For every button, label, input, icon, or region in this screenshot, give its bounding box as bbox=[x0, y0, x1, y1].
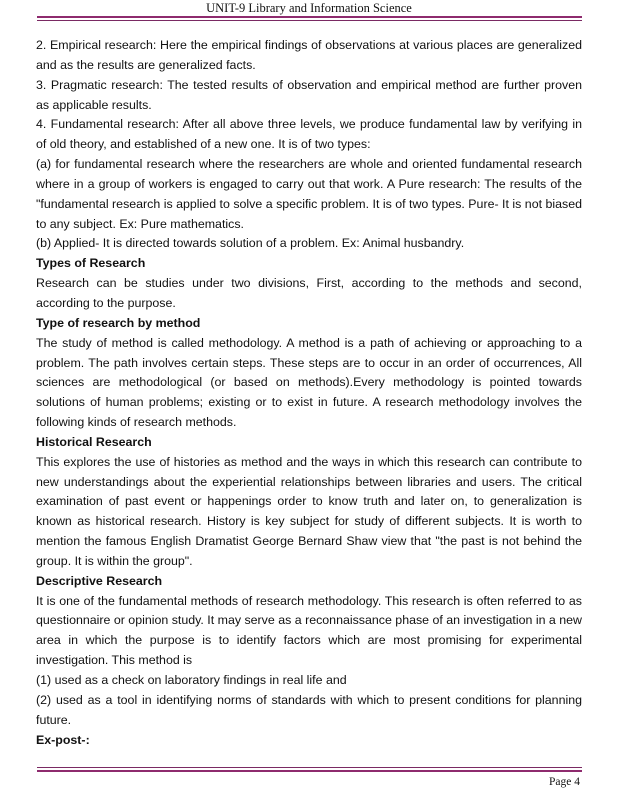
footer-rule-thick bbox=[37, 770, 582, 772]
running-header-title: UNIT-9 Library and Information Science bbox=[206, 1, 412, 15]
list-item-2: (2) used as a tool in identifying norms of standards with which to present conditions for planning future. bbox=[36, 692, 582, 727]
header-rule-thick bbox=[37, 16, 582, 18]
paragraph-pure-research: (a) for fundamental research where the researchers are whole and oriented fundamental research where in a group of workers is engaged to carry out that work. A Pure research: The results of the "fundamental research is applied to solve a specific problem. It is of two types. Pure- It is not biased to any subject. Ex: Pure mathematics. bbox=[36, 157, 582, 231]
paragraph-applied-research: (b) Applied- It is directed towards solution of a problem. Ex: Animal husbandry. bbox=[36, 236, 465, 251]
page-number: Page 4 bbox=[549, 776, 580, 788]
heading-research-by-method: Type of research by method bbox=[36, 315, 201, 330]
paragraph-research-by-method: The study of method is called methodology. A method is a path of achieving or approaching to a problem. The path involves certain steps. These steps are to occur in an order of occurrences, All sciences are methodological (or based on methods).Every methodology is pointed towards solutions of human problems; existing or to exist in future. A research methodology involves the following kinds of research methods. bbox=[36, 335, 582, 430]
paragraph-types-of-research: Research can be studies under two divisions, First, according to the methods and second, according to the purpose. bbox=[36, 276, 582, 310]
paragraph-pragmatic-research: 3. Pragmatic research: The tested results of observation and empirical method are further proven as applicable results. bbox=[36, 77, 582, 112]
paragraph-fundamental-research: 4. Fundamental research: After all above three levels, we produce fundamental law by verifying in of old theory, and established of a new one. It is of two types: bbox=[36, 117, 582, 152]
page-body bbox=[36, 36, 582, 750]
heading-historical-research: Historical Research bbox=[36, 434, 152, 449]
paragraph-historical-research: This explores the use of histories as method and the ways in which this research can contribute to new understandings about the experiential relationships between libraries and users. The critical examination of past event or happenings order to know truth and later on, to generalization is known as historical research. History is key subject for study of different subjects. It is worth to mention the famous English Dramatist George Bernard Shaw view that "the past is not behind the group. It is within the group". bbox=[36, 454, 582, 568]
paragraph-empirical-research: 2. Empirical research: Here the empirical findings of observations at various places are generalized and as the results are generalized facts. bbox=[36, 38, 582, 72]
heading-ex-post: Ex-post-: bbox=[36, 732, 90, 747]
header-rule-thin bbox=[37, 20, 582, 21]
list-item-1: (1) used as a check on laboratory findings in real life and bbox=[36, 673, 347, 687]
paragraph-descriptive-research: It is one of the fundamental methods of research methodology. This research is often referred to as questionnaire or opinion study. It may serve as a reconnaissance phase of an investigation in a new area in which the purpose is to identify factors which are most promising for experimental investigation. This method is bbox=[36, 593, 582, 668]
heading-types-of-research: Types of Research bbox=[36, 256, 146, 271]
heading-descriptive-research: Descriptive Research bbox=[36, 573, 163, 588]
footer-rule-thin bbox=[37, 767, 582, 768]
